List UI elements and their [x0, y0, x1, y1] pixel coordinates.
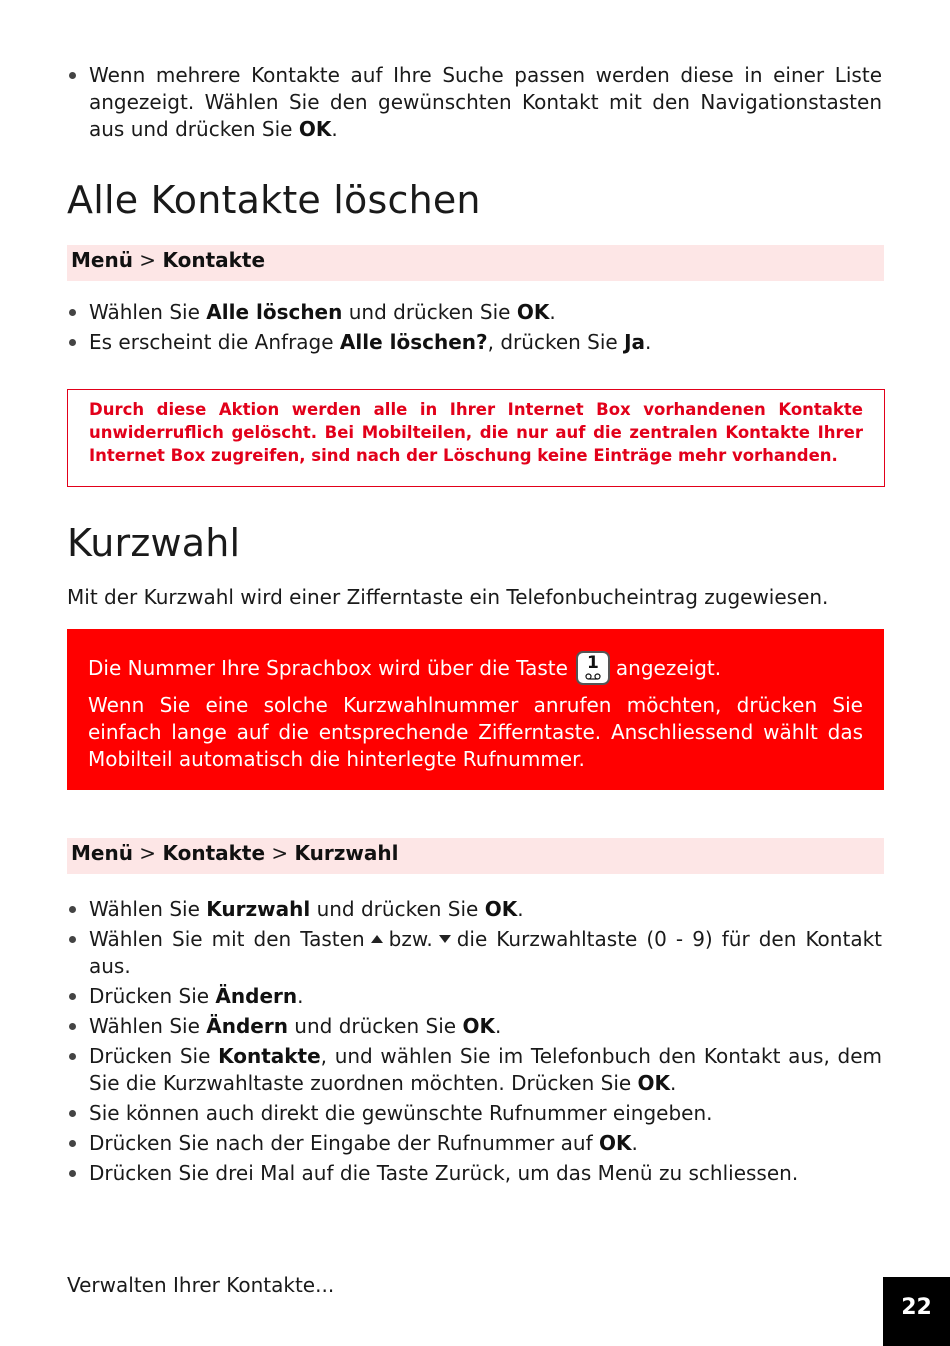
warning-box: [67, 389, 885, 487]
bullet-text: Wählen Sie: [89, 300, 207, 324]
arrow-up-icon: [371, 935, 383, 943]
bullet-text: und drücken Sie: [287, 1014, 463, 1038]
bullet-text: Sie können auch direkt die gewünschte Rufnummer eingeben.: [89, 1101, 713, 1125]
bullet-text: und drücken Sie: [310, 897, 485, 921]
bullet-text: bzw.: [388, 927, 433, 951]
info-note-box: [67, 629, 884, 790]
bullet-text: Wählen Sie: [89, 1014, 207, 1038]
note-text: Die Nummer Ihre Sprachbox wird über die Taste: [88, 656, 568, 680]
bullet-text: Wählen Sie: [89, 897, 207, 921]
bullet-text: Drücken Sie: [89, 1044, 219, 1068]
key-label: Ja: [624, 330, 646, 354]
list-item: [67, 1013, 882, 1040]
page-number-badge: 22: [883, 1277, 950, 1346]
menu-path-bar: [67, 245, 884, 281]
bullet-text: .: [645, 330, 652, 354]
key-label: OK: [484, 897, 518, 921]
section-title-alle-kontakte-loeschen: Alle Kontakte löschen: [67, 178, 481, 222]
bullet-text: , und wählen Sie im Telefonbuch den Kontakt aus, dem Sie die Kurzwahltaste zuordnen möchten. Drücken Sie: [89, 1044, 882, 1095]
list-item: [67, 1160, 882, 1187]
list-item: [67, 62, 882, 143]
bullet-text: Wenn mehrere Kontakte auf Ihre Suche passen werden diese in einer Liste angezeigt. Wählen Sie den gewünschten Kontakt mit den Navigationstasten aus und drücken Sie: [89, 63, 882, 141]
key-label: OK: [598, 1131, 632, 1155]
key-label: OK: [462, 1014, 495, 1038]
key-label: Alle löschen?: [339, 330, 488, 354]
key-label: OK: [516, 300, 550, 324]
key-label: OK: [637, 1071, 671, 1095]
bullet-text: .: [331, 117, 338, 141]
section2-bullet-list: [67, 896, 882, 1190]
bullet-text: .: [517, 897, 524, 921]
key-label: Kontakte: [218, 1044, 321, 1068]
section-title-kurzwahl: Kurzwahl: [67, 521, 241, 565]
voicemail-symbol-icon: [585, 673, 601, 680]
arrow-down-icon: [439, 935, 451, 943]
bullet-text: Drücken Sie nach der Eingabe der Rufnummer auf: [89, 1131, 599, 1155]
key-label: Alle löschen: [206, 300, 343, 324]
bullet-text: die Kurzwahltaste (0 - 9) für den Kontakt aus.: [89, 927, 882, 978]
bullet-text: .: [670, 1071, 677, 1095]
list-item: [67, 1043, 882, 1097]
bullet-text: Drücken Sie drei Mal auf die Taste Zurück, um das Menü zu schliessen.: [89, 1161, 799, 1185]
menu-path-separator: >: [265, 841, 295, 865]
bullet-text: .: [297, 984, 304, 1008]
menu-path-item: Kontakte: [162, 248, 266, 272]
list-item: [67, 299, 882, 326]
key-digit: 1: [587, 653, 599, 673]
note-paragraph: [88, 651, 863, 685]
menu-path-item: Menü: [71, 841, 133, 865]
voicemail-key-icon: [576, 651, 610, 685]
list-item: [67, 926, 882, 980]
note-paragraph: Wenn Sie eine solche Kurzwahlnummer anrufen möchten, drücken Sie einfach lange auf die entsprechende Zifferntaste. Anschliessend wählt das Mobilteil automatisch die hinterlegte Rufnummer.: [88, 693, 863, 771]
list-item: [67, 1130, 882, 1157]
list-item: [67, 1100, 882, 1127]
ok-key-label: OK: [298, 117, 332, 141]
list-item: [67, 983, 882, 1010]
bullet-text: Es erscheint die Anfrage: [89, 330, 340, 354]
menu-path-separator: >: [132, 841, 163, 865]
bullet-text: .: [549, 300, 556, 324]
note-text: angezeigt.: [615, 656, 722, 680]
key-label: Ändern: [206, 1014, 288, 1038]
menu-path-item: Kurzwahl: [294, 841, 399, 865]
key-label: Kurzwahl: [206, 897, 311, 921]
bullet-text: .: [631, 1131, 638, 1155]
footer-section-title: Verwalten Ihrer Kontakte...: [67, 1273, 335, 1297]
menu-path-item: Kontakte: [162, 841, 266, 865]
menu-path-item: Menü: [71, 248, 133, 272]
section-intro-text: Mit der Kurzwahl wird einer Zifferntaste ein Telefonbucheintrag zugewiesen.: [67, 585, 829, 609]
bullet-text: .: [494, 1014, 502, 1038]
menu-path-separator: >: [132, 248, 163, 272]
bullet-text: Drücken Sie: [89, 984, 216, 1008]
bullet-text: , drücken Sie: [487, 330, 625, 354]
list-item: [67, 329, 882, 356]
list-item: [67, 896, 882, 923]
bullet-text: Wählen Sie mit den Tasten: [89, 927, 365, 951]
warning-text: Durch diese Aktion werden alle in Ihrer Internet Box vorhandenen Kontakte unwiderruflich gelöscht. Bei Mobilteilen, die nur auf die zentralen Kontakte Ihrer Internet Box zugreifen, sind nach der Löschung keine Einträge mehr vorhanden.: [89, 400, 863, 465]
key-label: Ändern: [215, 984, 298, 1008]
menu-path-bar: [67, 838, 884, 874]
bullet-text: und drücken Sie: [342, 300, 517, 324]
intro-bullet-list: [67, 62, 882, 146]
section1-bullet-list: [67, 299, 882, 359]
